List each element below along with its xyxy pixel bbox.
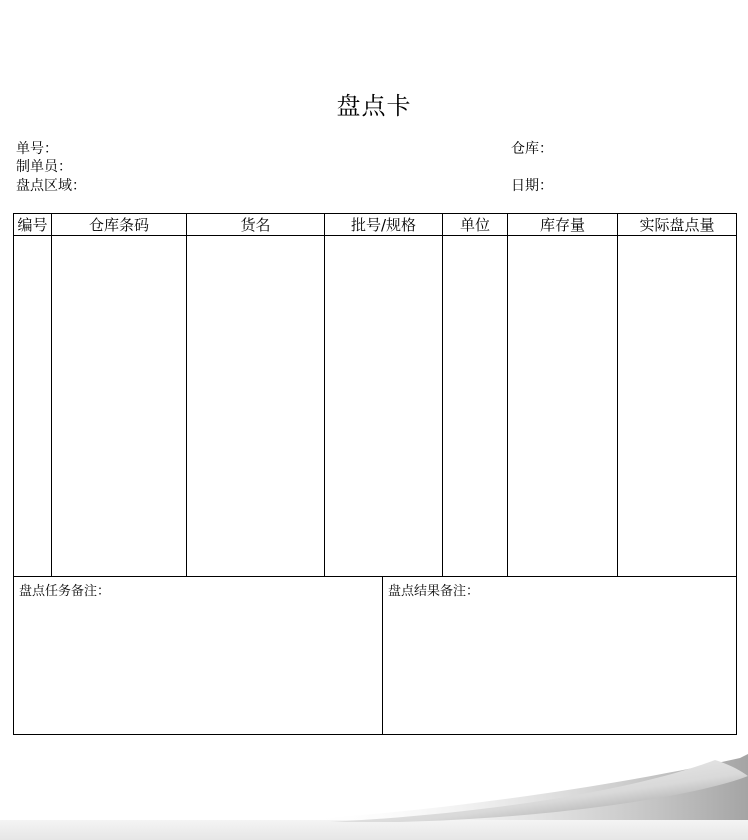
header-goods-name: 货名 xyxy=(187,214,325,236)
task-notes-label: 盘点任务备注： xyxy=(19,584,111,599)
page-curl-shadow xyxy=(0,740,748,840)
result-notes-box[interactable] xyxy=(383,576,736,734)
header-stock-qty: 库存量 xyxy=(508,214,618,236)
result-notes-label: 盘点结果备注： xyxy=(388,584,480,599)
table-cell[interactable] xyxy=(187,236,325,577)
table-cell[interactable] xyxy=(443,236,508,577)
header-unit: 单位 xyxy=(443,214,508,236)
header-batch-spec: 批号/规格 xyxy=(325,214,443,236)
table-cell[interactable] xyxy=(52,236,187,577)
order-no-label: 单号： xyxy=(16,141,58,157)
header-actual-count: 实际盘点量 xyxy=(618,214,737,236)
inventory-table xyxy=(13,213,737,577)
header-warehouse-barcode: 仓库条码 xyxy=(52,214,187,236)
page-title: 盘点卡 xyxy=(336,92,412,120)
date-label: 日期： xyxy=(511,178,553,194)
table-header-row xyxy=(14,214,737,236)
table-cell[interactable] xyxy=(508,236,618,577)
table-cell[interactable] xyxy=(14,236,52,577)
task-notes-box[interactable] xyxy=(14,576,383,734)
preparer-label: 制单员： xyxy=(16,159,72,175)
table-cell[interactable] xyxy=(325,236,443,577)
warehouse-label: 仓库： xyxy=(511,141,553,157)
table-row xyxy=(14,236,737,577)
header-number: 编号 xyxy=(14,214,52,236)
area-label: 盘点区域： xyxy=(16,178,86,194)
table-cell[interactable] xyxy=(618,236,737,577)
notes-section xyxy=(13,576,737,735)
